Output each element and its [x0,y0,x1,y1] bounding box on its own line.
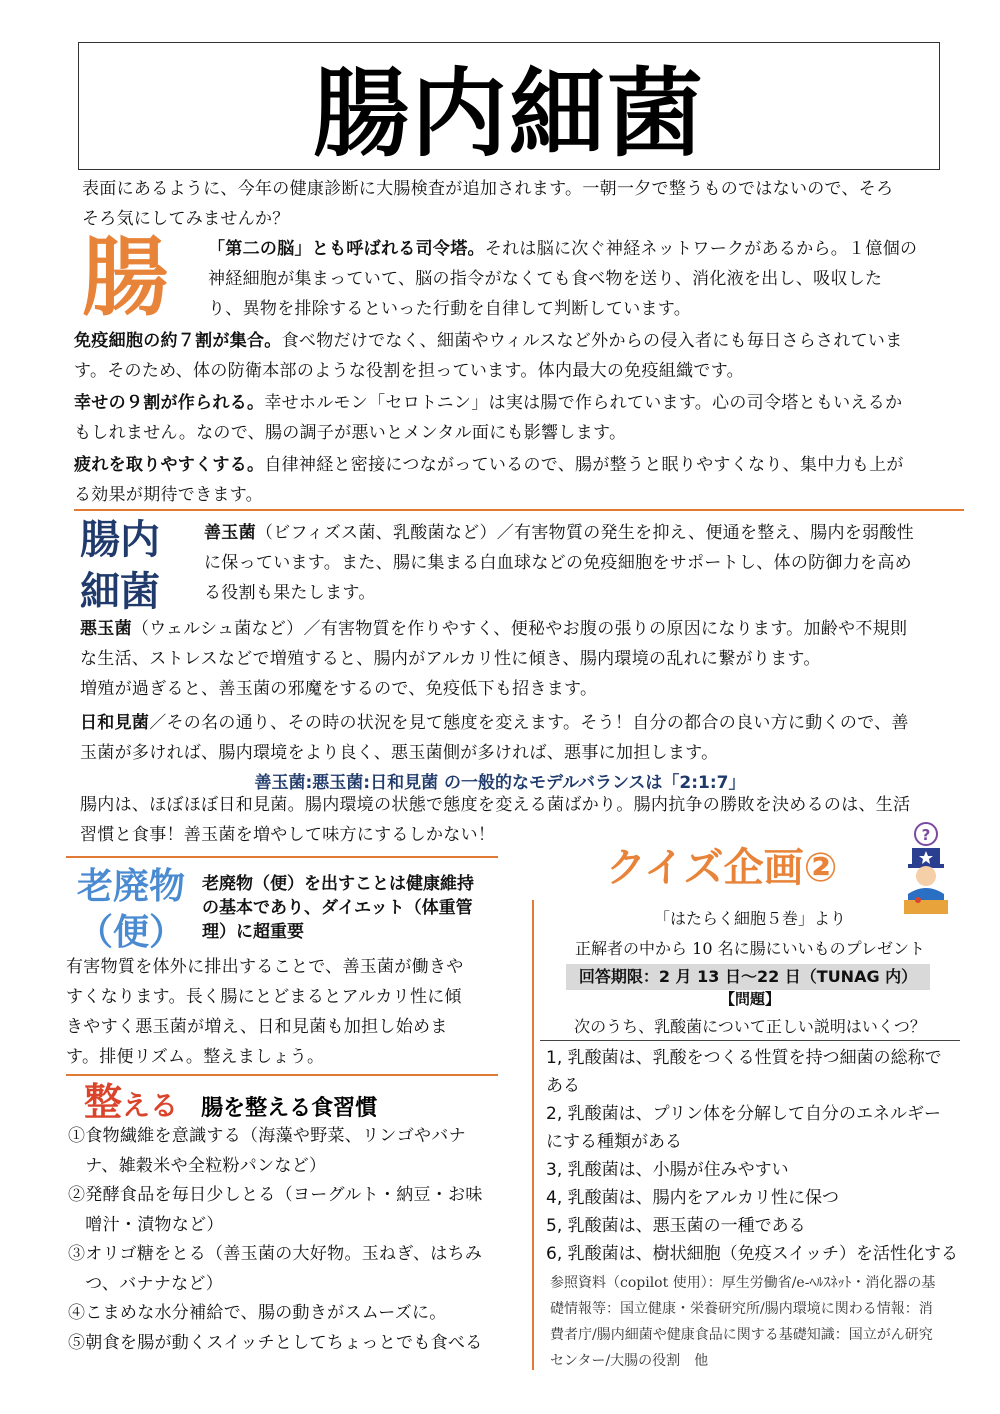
point-bold: 幸せの９割が作られる。 [74,393,265,413]
quiz-border [532,900,534,1370]
summary-line: 習慣と食事！善玉菌を増やして味方にするしかない！ [80,825,496,845]
quiz-option: 5, 乳酸菌は、悪玉菌の一種である [546,1216,806,1236]
habits-heading-sub: える [122,1089,179,1122]
habit-item: ナ、雑穀米や全粒粉パンなど） [68,1155,327,1176]
quiz-option: 3, 乳酸菌は、小腸が住みやすい [546,1160,789,1180]
balance-line: 善玉菌:悪玉菌:日和見菌 の一般的なモデルバランスは「2:1:7」 [254,773,746,793]
quiz-prize: 正解者の中から 10 名に腸にいいものプレゼント [575,939,925,958]
summary-line: 腸内は、ほぼほぼ日和見菌。腸内環境の状態で態度を変える菌ばかり。腸内抗争の勝敗を決めるのは、生活 [80,795,911,815]
page-title: 腸内細菌 [313,57,705,170]
quiz-option: 6, 乳酸菌は、樹状細胞（免疫スイッチ）を活性化する [546,1244,958,1264]
point-line: す。そのため、体の防衛本部のような役割を担っています。体内最大の免疫組織です。 [74,361,744,381]
waste-body-line: 有害物質を体外に排出することで、善玉菌が働きや [66,957,464,977]
good-bold: 善玉菌 [204,523,256,543]
waste-heading-line: （便） [76,912,185,953]
quiz-question-label: 【問題】 [719,990,780,1008]
waste-lead-line: 理）に超重要 [202,922,304,942]
quiz-option: にする種類がある [546,1132,682,1152]
waste-lead [202,872,502,944]
good-bacteria [204,518,964,608]
bad-line: な生活、ストレスなどで増殖すると、腸内がアルカリ性に傾き、腸内環境の乱れに繋がります。 [80,649,821,669]
quiz-deadline: 回答期限：2 月 13 日～22 日（TUNAG 内） [566,964,930,990]
point-line: 幸せホルモン「セロトニン」は実は腸で作られています。心の司令塔ともいえるか [264,393,903,413]
divider [66,856,498,858]
point-bold: 疲れを取りやすくする。 [74,455,265,475]
quiz-question: 次のうち、乳酸菌について正しい説明はいくつ？ [540,1014,960,1041]
quiz-intro [540,904,960,964]
divider [66,1074,498,1076]
waste-lead-line: 老廃物（便）を出すことは健康維持 [202,874,474,894]
point-line: もしれません。なので、腸の調子が悪いとメンタル面にも影響します。 [74,423,627,443]
gut-line: それは脳に次ぐ神経ネットワークがあるから。１億個の [484,239,918,259]
quiz-option: 1, 乳酸菌は、乳酸をつくる性質を持つ細菌の総称で [546,1048,942,1068]
quiz-host-icon [892,820,960,916]
bad-line: （ウェルシュ菌など）／有害物質を作りやすく、便秘やお腹の張りの原因になります。加齢や不規則 [131,619,908,639]
gut-lead-bold: 「第二の脳」とも呼ばれる司令塔。 [208,239,485,259]
waste-heading-line: 老廃物 [76,866,185,907]
waste-body [66,952,506,1072]
reference-line: 礎情報等：国立健康・栄養研究所/腸内環境に関わる情報：消 [550,1301,933,1317]
habit-item: ③オリゴ糖をとる（善玉菌の大好物。玉ねぎ、はちみ [68,1244,483,1264]
gut-line: り、異物を排除するといった行動を自律して判断しています。 [208,299,692,319]
point-bold: 免疫細胞の約７割が集合。 [74,331,282,351]
habits-list [68,1122,508,1358]
habit-item: 噌汁・漬物など） [68,1214,224,1235]
reference-line: 参照資料（copilot 使用）：厚生労働省/e-ﾍﾙｽﾈｯﾄ・消化器の基 [550,1275,936,1291]
neutral-line: 玉菌が多ければ、腸内環境をより良く、悪玉菌側が多ければ、悪事に加担します。 [80,743,719,763]
gut-points [74,326,964,510]
neutral-bold: 日和見菌 [80,713,150,733]
svg-text:?: ? [921,826,931,844]
divider [74,509,964,511]
bad-bold: 悪玉菌 [80,619,132,639]
quiz-title: クイズ企画② [606,845,838,891]
bad-neutral-bacteria [80,614,970,768]
question-mark-icon [915,823,937,845]
good-line: る役割も果たします。 [204,583,376,603]
bad-line: 増殖が過ぎると、善玉菌の邪魔をするので、免疫低下も招きます。 [80,679,598,699]
gut-big-char: 腸 [82,228,168,328]
waste-body-line: きやすく悪玉菌が増え、日和見菌も加担し始めま [66,1017,448,1037]
point-line: 食べ物だけでなく、細菌やウィルスなど外からの侵入者にも毎日さらされていま [281,331,903,351]
habit-item: ②発酵食品を毎日少しとる（ヨーグルト・納豆・お味 [68,1185,483,1205]
bacteria-heading [80,514,160,618]
quiz-source: 「はたらく細胞５巻」より [653,909,846,928]
habit-item: つ、バナナなど） [68,1273,224,1294]
gut-line: 神経細胞が集まっていて、脳の指令がなくても食べ物を送り、消化液を出し、吸収した [208,269,883,289]
reference-line: 費者庁/腸内細菌や健康食品に関する基礎知識：国立がん研究 [550,1327,933,1343]
habit-item: ⑤朝食を腸が動くスイッチとしてちょっとでも食べる [68,1332,483,1353]
intro-line: そろ気にしてみませんか？ [82,209,290,229]
habits-heading-main: 整 [84,1080,123,1124]
intro [82,174,952,234]
habit-item: ④こまめな水分補給で、腸の動きがスムーズに。 [68,1303,447,1323]
waste-lead-line: の基本であり、ダイエット（体重管 [202,898,473,918]
bacteria-heading-line: 細菌 [80,569,160,615]
good-line: （ビフィズス菌、乳酸菌など）／有害物質の発生を抑え、便通を整え、腸内を弱酸性 [255,523,914,543]
habits-title: 腸を整える食習慣 [201,1096,378,1121]
point-line: 自律神経と密接につながっているので、腸が整うと眠りやすくなり、集中力も上が [264,455,904,475]
waste-body-line: す。排便リズム。整えましょう。 [66,1047,325,1067]
neutral-line: ／その名の通り、その時の状況を見て態度を変えます。そう！自分の都合の良い方に動くので、善 [149,713,909,733]
waste-heading [72,864,190,956]
intro-line: 表面にあるように、今年の健康診断に大腸検査が追加されます。一朝一夕で整うものではないので、そろ [82,179,894,199]
habit-item: ①食物繊維を意識する（海藻や野菜、リンゴやバナ [68,1126,466,1146]
point-line: る効果が期待できます。 [74,485,263,505]
title-box [78,42,940,170]
quiz-options [546,1044,966,1268]
quiz-option: 4, 乳酸菌は、腸内をアルカリ性に保つ [546,1188,839,1208]
waste-body-line: すくなります。長く腸にとどまるとアルカリ性に傾 [66,987,462,1007]
gut-lead [208,234,958,324]
reference-line: センター/大腸の役割 他 [550,1353,709,1369]
quiz-option: 2, 乳酸菌は、プリン体を分解して自分のエネルギー [546,1104,941,1124]
references [550,1270,970,1374]
good-line: に保っています。また、腸に集まる白血球などの免疫細胞をサポートし、体の防御力を高め [204,553,912,573]
quiz-option: ある [546,1076,580,1096]
bacteria-heading-line: 腸内 [80,517,160,563]
